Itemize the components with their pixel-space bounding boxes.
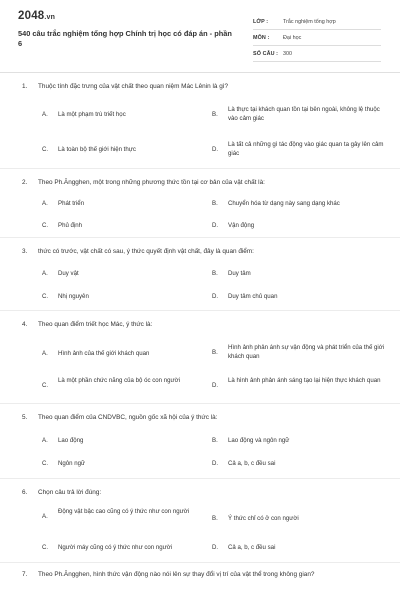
meta-label: LỚP : [253, 18, 269, 25]
question-6 [18, 488, 382, 497]
option-letter: A. [42, 200, 48, 207]
meta-class-row [253, 14, 381, 30]
question-body: Theo quan điểm triết học Mác, ý thức là: [38, 321, 153, 328]
option-text: Duy tâm chủ quan [228, 293, 278, 300]
question-3 [18, 247, 382, 256]
option-letter: C. [42, 460, 49, 467]
option-text: Lao động [58, 437, 84, 444]
option-text: Người máy cũng có ý thức như con người [58, 544, 173, 551]
option-letter: B. [212, 111, 218, 118]
question-text [18, 570, 363, 579]
option-text: Là tất cả những gì tác động vào giác quan ta gây lên cảm giác [228, 141, 384, 157]
option-letter: B. [212, 515, 218, 522]
option-letter: D. [212, 293, 219, 300]
question-1 [18, 82, 382, 91]
question-7 [18, 570, 382, 579]
option-letter: A. [42, 270, 48, 277]
option-text: Cả a, b, c đều sai [228, 460, 276, 467]
option-letter: C. [42, 293, 49, 300]
question-number: 2. [22, 179, 28, 186]
option-letter: D. [212, 146, 219, 153]
question-body: Theo Ph.Ăngghen, hình thức vận động nào nói lên sự thay đổi vị trí của vật thể trong không gian? [38, 571, 315, 578]
option-letter: C. [42, 382, 49, 389]
option-letter: B. [212, 349, 218, 356]
meta-value: Trắc nghiệm tổng hợp [283, 18, 336, 25]
meta-count-row [253, 46, 381, 62]
question-body: Theo quan điểm của CNDVBC, nguồn gốc xã hội của ý thức là: [38, 414, 218, 421]
question-divider [0, 237, 400, 238]
logo-main: 2048 [18, 10, 45, 22]
option-text: Chuyển hóa từ dạng này sang dạng khác [228, 200, 340, 207]
question-number: 1. [22, 83, 28, 90]
question-2 [18, 178, 382, 187]
meta-subject-row [253, 30, 381, 46]
option-letter: A. [42, 513, 48, 520]
question-divider [0, 310, 400, 311]
option-letter: C. [42, 146, 49, 153]
option-letter: D. [212, 544, 219, 551]
option-letter: A. [42, 437, 48, 444]
meta-value: Đại học [283, 34, 302, 41]
question-number: 7. [22, 571, 28, 578]
option-text: Là một phạm trù triết học [58, 111, 126, 118]
option-text: Là hình ảnh phản ánh sáng tạo lại hiện thực khách quan [228, 377, 381, 384]
question-body: thức có trước, vật chất có sau, ý thức quyết định vật chất, đây là quan điểm: [38, 248, 254, 255]
option-text: Duy tâm [228, 270, 251, 277]
question-body: Chọn câu trả lời đúng: [38, 489, 102, 496]
document-title: 540 câu trắc nghiệm tổng hợp Chính trị học có đáp án - phần 6 [18, 29, 232, 48]
question-divider [0, 168, 400, 169]
option-letter: B. [212, 200, 218, 207]
question-text [18, 247, 382, 256]
option-text: Vận động [228, 222, 255, 229]
header-divider [0, 72, 400, 73]
option-text: Ý thức chỉ có ở con người [228, 515, 299, 522]
question-number: 5. [22, 414, 28, 421]
question-text [18, 320, 382, 329]
question-number: 4. [22, 321, 28, 328]
option-text: Là một phần chức năng của bộ óc con người [58, 377, 180, 384]
option-text: Là thực tại khách quan tồn tại bên ngoài, không lệ thuộc vào cảm giác [228, 106, 380, 122]
question-body: Theo Ph.Ăngghen, một trong những phương thức tồn tại cơ bản của vật chất là: [38, 179, 265, 186]
option-text: Lao động và ngôn ngữ [228, 437, 290, 444]
document-header [0, 0, 400, 68]
option-text: Nhị nguyên [58, 293, 89, 300]
logo-suffix: .vn [44, 14, 56, 21]
question-divider [0, 478, 400, 479]
question-text [18, 488, 382, 497]
option-text: Hình ảnh của thế giới khách quan [58, 350, 150, 357]
site-logo[interactable] [18, 10, 55, 22]
option-text: Phủ định [58, 222, 83, 229]
option-text: Là toàn bộ thế giới hiện thực [58, 146, 136, 153]
option-letter: D. [212, 460, 219, 467]
question-number: 6. [22, 489, 28, 496]
option-text: Duy vật [58, 270, 79, 277]
option-letter: B. [212, 270, 218, 277]
question-number: 3. [22, 248, 28, 255]
option-letter: C. [42, 222, 49, 229]
option-letter: D. [212, 222, 219, 229]
option-text: Cả a, b, c đều sai [228, 544, 276, 551]
question-text [18, 413, 382, 422]
option-letter: C. [42, 544, 49, 551]
meta-label: MÔN : [253, 34, 270, 41]
meta-value: 300 [283, 50, 292, 57]
question-5 [18, 413, 382, 422]
option-text: Ngôn ngữ [58, 460, 86, 467]
option-text: Phát triển [58, 200, 85, 207]
document-meta [253, 14, 381, 62]
option-letter: A. [42, 350, 48, 357]
option-text: Động vật bậc cao cũng có ý thức như con người [58, 508, 190, 515]
question-divider [0, 403, 400, 404]
question-body: Thuộc tính đặc trưng của vật chất theo quan niệm Mác Lênin là gì? [38, 83, 229, 90]
option-text: Hình ảnh phản ánh sự vận động và phát triển của thế giới khách quan [228, 344, 385, 360]
question-4 [18, 320, 382, 329]
meta-label: SỐ CÂU : [253, 50, 279, 57]
question-text [18, 178, 382, 187]
option-letter: D. [212, 382, 219, 389]
option-letter: B. [212, 437, 218, 444]
question-divider [0, 562, 400, 563]
option-letter: A. [42, 111, 48, 118]
question-text [18, 82, 382, 91]
